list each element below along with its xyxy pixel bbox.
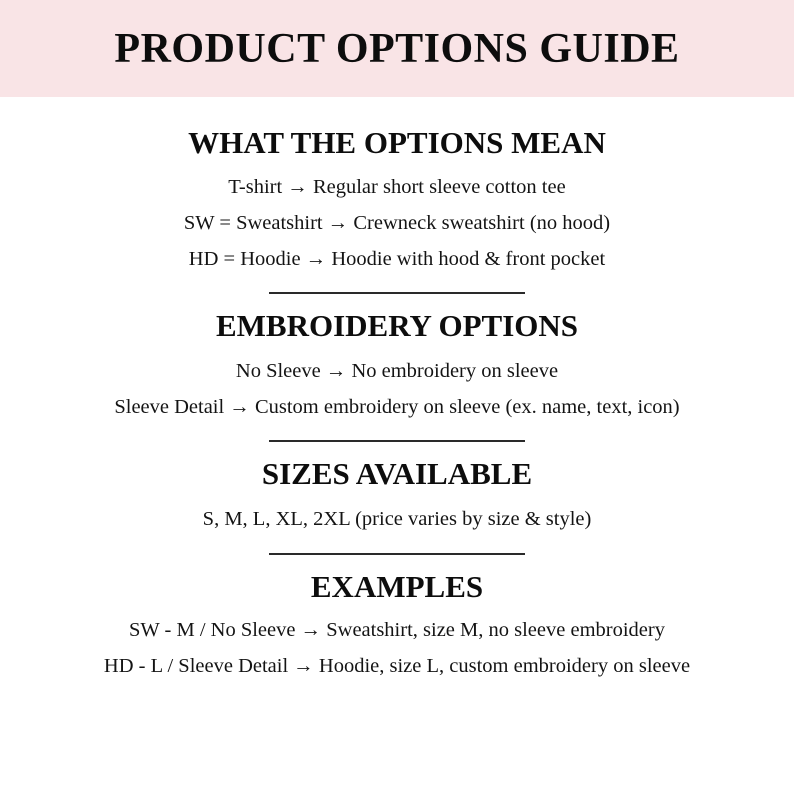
embroidery-lines (24, 357, 770, 422)
page-title: PRODUCT OPTIONS GUIDE (114, 25, 680, 72)
options-mean-line-2: SW = Sweatshirt → Crewneck sweatshirt (no hood) (183, 211, 611, 234)
examples-line-1: SW - M / No Sleeve → Sweatshirt, size M, no sleeve embroidery (129, 619, 665, 642)
divider-1 (269, 292, 525, 294)
section-embroidery-options (24, 308, 770, 422)
section-heading-embroidery: EMBROIDERY OPTIONS (215, 307, 579, 343)
divider-3 (269, 553, 525, 555)
page-banner (0, 0, 794, 97)
sizes-lines (24, 505, 770, 534)
examples-line-2: HD - L / Sleeve Detail → Hoodie, size L, custom embroidery on sleeve (103, 655, 691, 678)
section-examples (24, 569, 770, 682)
section-sizes-available (24, 456, 770, 535)
section-heading-examples: EXAMPLES (310, 568, 484, 604)
divider-2 (269, 440, 525, 442)
embroidery-line-2: Sleeve Detail → Custom embroidery on sleeve (ex. name, text, icon) (114, 395, 680, 418)
sizes-line-1: S, M, L, XL, 2XL (price varies by size & style) (202, 508, 592, 531)
guide-content (0, 97, 794, 794)
section-heading-options-mean: WHAT THE OPTIONS MEAN (188, 125, 606, 160)
options-mean-line-3: HD = Hoodie → Hoodie with hood & front pocket (188, 247, 606, 270)
section-heading-sizes: SIZES AVAILABLE (261, 455, 533, 491)
examples-lines (24, 616, 770, 681)
section-what-the-options-mean (24, 125, 770, 274)
options-mean-line-1: T-shirt → Regular short sleeve cotton tee (228, 175, 566, 198)
embroidery-line-1: No Sleeve → No embroidery on sleeve (235, 359, 559, 382)
options-mean-lines (24, 173, 770, 274)
